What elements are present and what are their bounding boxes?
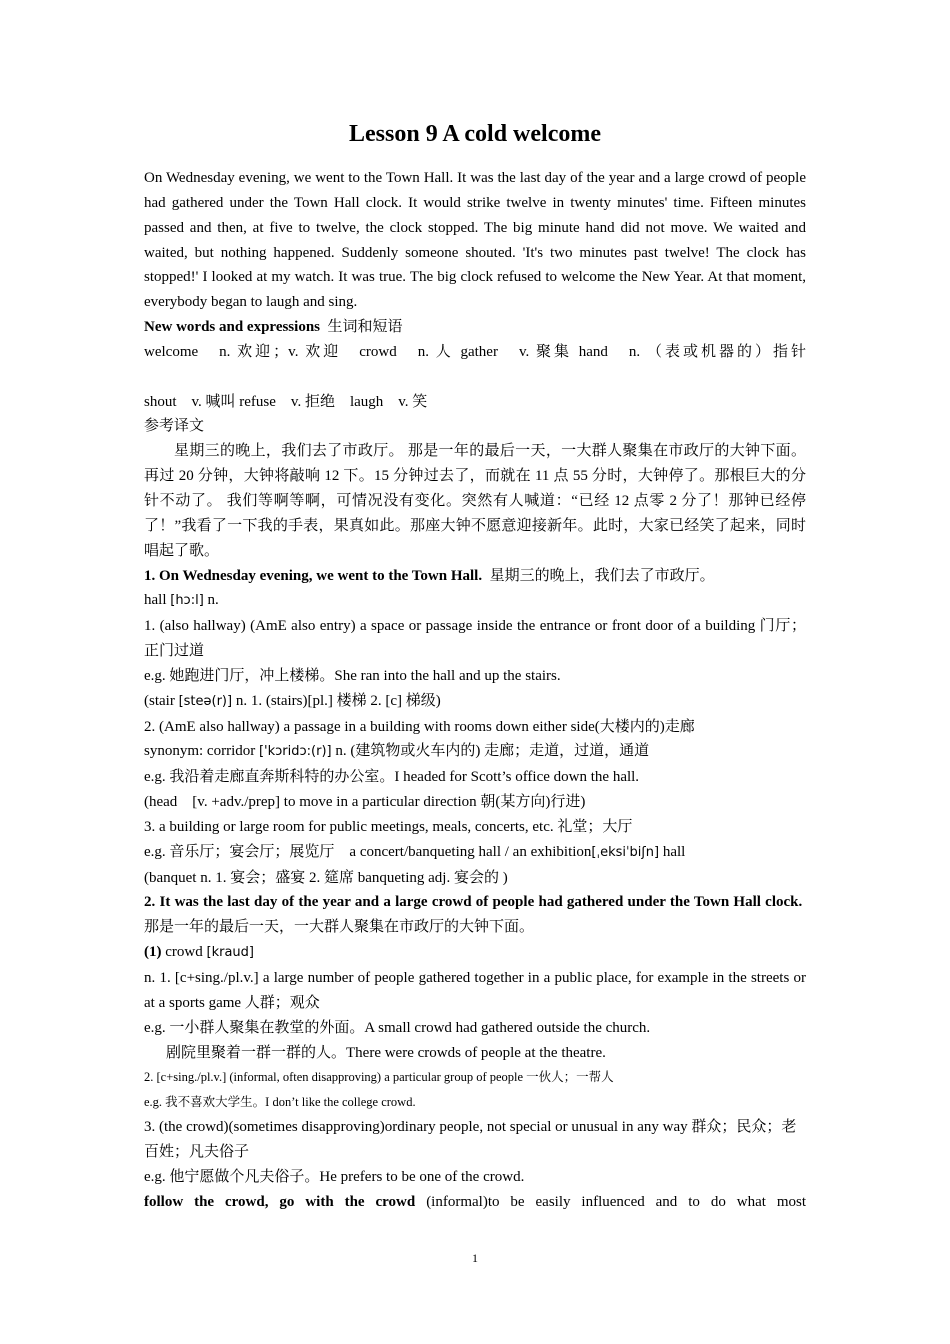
hall-pos: n. <box>207 592 219 609</box>
note-1-heading <box>144 564 806 589</box>
hall-definition-3: 3. a building or large room for public meetings, meals, concerts, etc. 礼堂；大厅 <box>144 818 633 835</box>
crowd-definition-3: 3. (the crowd)(sometimes disapproving)ordinary people, not special or unusual in any way 群众；民众；老百姓；凡夫俗子 <box>144 1119 797 1160</box>
hall-example-3-end: hall <box>662 843 686 860</box>
stair-word: (stair <box>144 692 175 709</box>
note-1-sentence: 1. On Wednesday evening, we went to the Town Hall. <box>144 567 483 584</box>
synonym-definition: n. (建筑物或火车内的) 走廊；走道，过道，通道 <box>335 743 650 760</box>
vocab-heading-cn: 生词和短语 <box>327 319 403 336</box>
translation-label: 参考译文 <box>144 418 205 435</box>
crowd-example-1b: 剧院里聚着一群一群的人。There were crowds of people at the theatre. <box>166 1044 606 1061</box>
hall-phonetic: [hɔ:l] <box>170 593 204 609</box>
crowd-example-2: e.g. 我不喜欢大学生。I don’t like the college crowd. <box>144 1095 416 1110</box>
crowd-entry <box>144 940 806 966</box>
follow-crowd-line <box>144 1190 806 1240</box>
hall-entry <box>144 588 806 614</box>
note-2-sentence: 2. It was the last day of the year and a large crowd of people had gathered under the Town Hall clock. <box>144 894 803 911</box>
vocab-heading-en: New words and expressions <box>144 319 320 336</box>
hall-definition-1: 1. (also hallway) (AmE also entry) a space or passage inside the entrance or front door of a building 门厅；正门过道 <box>144 618 806 660</box>
stair-note <box>144 689 806 715</box>
crowd-word: crowd <box>165 944 203 961</box>
vocab-line-2: shout v. 喊叫 refuse v. 拒绝 laugh v. 笑 <box>144 393 428 410</box>
passage-text: On Wednesday evening, we went to the Town Hall. It was the last day of the year and a large crowd of people had gathered under the Town Hall clock. It would strike twelve in twenty minutes' time. Fifteen minutes passed and then, at five to twelve, the clock stopped. The big minute hand did not move. We waited and waited, but nothing happened. Suddenly someone shouted. 'It's two minutes past twelve! The clock has stopped!' I looked at my watch. It was true. The big clock refused to welcome the New Year. At that moment, everybody began to laugh and sing. <box>144 170 806 311</box>
crowd-example-3: e.g. 他宁愿做个凡夫俗子。He prefers to be one of the crowd. <box>144 1168 525 1185</box>
note-2-heading <box>144 890 806 940</box>
exhibition-phonetic: [ˌeksiˈbiʃn] <box>591 844 660 860</box>
page-title: Lesson 9 A cold welcome <box>349 121 601 147</box>
vocab-line-1: welcome n. 欢迎；v. 欢迎 crowd n. 人 gather v. 聚集 hand n. （表或机器的）指针 <box>144 343 806 360</box>
synonym-line <box>144 739 806 765</box>
hall-example-1: e.g. 她跑进门厅，冲上楼梯。She ran into the hall and up the stairs. <box>144 667 561 684</box>
hall-example-2: e.g. 我沿着走廊直奔斯科特的办公室。I headed for Scott’s office down the hall. <box>144 769 640 786</box>
crowd-phonetic: [kraud] <box>206 945 254 961</box>
translation-text: 星期三的晚上，我们去了市政厅。 那是一年的最后一天，一大群人聚集在市政厅的大钟下面。再过 20 分钟，大钟将敲响 12 下。15 分钟过去了，而就在 11 点 55 分时，大钟停了。那根巨大的分针不动了。 我们等啊等啊，可情况没有变化。突然有人喊道：“已经 12 点零 2 分了！那钟已经停了！”我看了一下我的手表，果真如此。那座大钟不愿意迎接新年。此时，大家已经笑了起来，同时唱起了歌。 <box>144 443 806 559</box>
crowd-example-1: e.g. 一小群人聚集在教堂的外面。A small crowd had gathered outside the church. <box>144 1019 651 1036</box>
vocab-heading <box>144 315 806 340</box>
crowd-definition-2: 2. [c+sing./pl.v.] (informal, often disapproving) a particular group of people 一伙人；一帮人 <box>144 1070 614 1085</box>
head-note: (head [v. +adv./prep] to move in a particular direction 朝(某方向)行进) <box>144 794 586 811</box>
stair-definition: n. 1. (stairs)[pl.] 楼梯 2. [c] 梯级) <box>235 692 441 709</box>
hall-example-3-text: e.g. 音乐厅；宴会厅；展览厅 a concert/banqueting hall / an exhibition <box>144 843 592 860</box>
stair-phonetic: [steə(r)] <box>178 693 233 709</box>
synonym-word: synonym: corridor <box>144 743 256 760</box>
page-number: 1 <box>472 1251 478 1265</box>
crowd-definition-1: n. 1. [c+sing./pl.v.] a large number of people gathered together in a public place, for example in the streets or at a sports game 人群；观众 <box>144 970 806 1011</box>
crowd-sub-number: (1) <box>144 944 162 961</box>
hall-definition-2: 2. (AmE also hallway) a passage in a building with rooms down either side(大楼内的)走廊 <box>144 718 695 735</box>
banquet-note: (banquet n. 1. 宴会；盛宴 2. 筵席 banqueting adj. 宴会的 ) <box>144 869 508 886</box>
hall-example-3 <box>144 840 806 866</box>
note-2-sentence-cn: 那是一年的最后一天，一大群人聚集在市政厅的大钟下面。 <box>144 919 535 936</box>
corridor-phonetic: ['kɔridɔ:(r)] <box>258 744 332 760</box>
document-body <box>144 166 806 1239</box>
hall-word: hall <box>144 592 167 609</box>
follow-crowd-text: (informal)to be easily influenced and to do what most <box>426 1193 807 1210</box>
note-1-sentence-cn: 星期三的晚上，我们去了市政厅。 <box>489 567 715 584</box>
follow-crowd-phrase: follow the crowd, go with the crowd <box>144 1193 416 1210</box>
